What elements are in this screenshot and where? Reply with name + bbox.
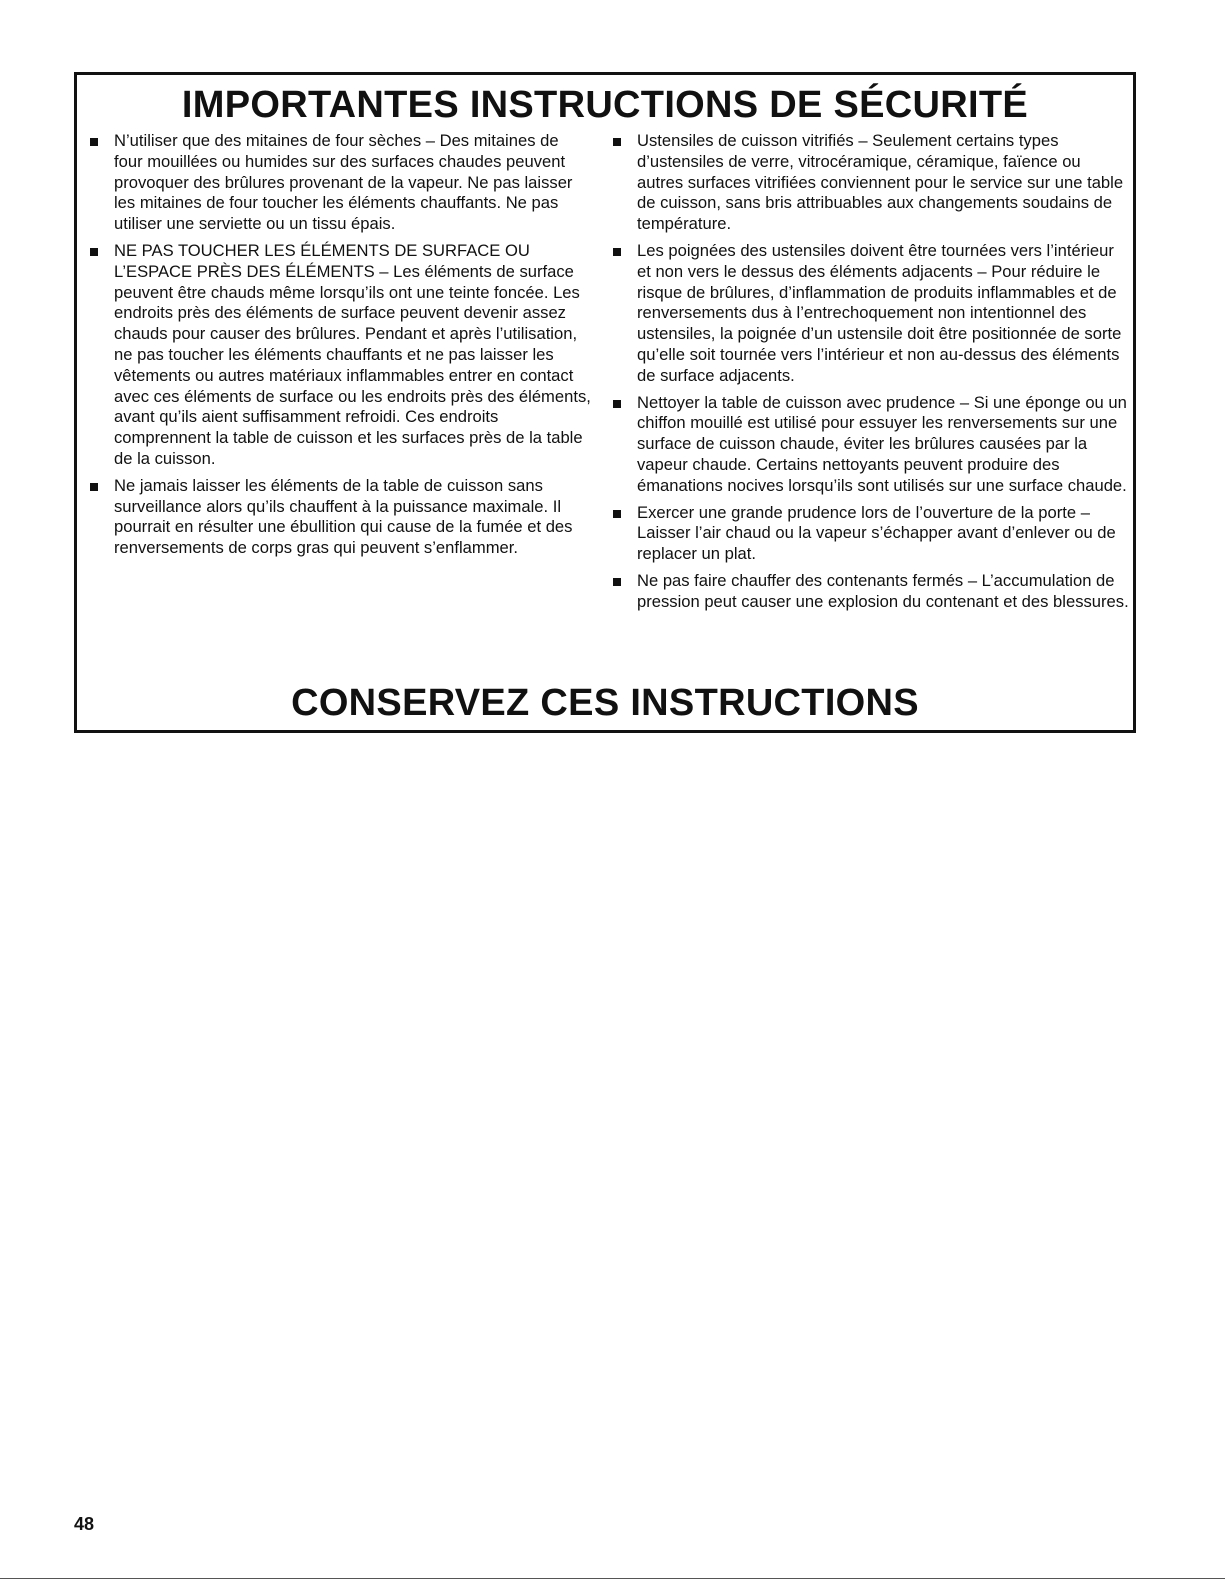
left-column [89, 131, 591, 565]
square-bullet-icon [613, 578, 621, 586]
safety-instructions-box [74, 72, 1136, 733]
list-item [89, 476, 591, 559]
page-bottom-rule [0, 1578, 1225, 1579]
list-item [612, 393, 1130, 497]
square-bullet-icon [613, 138, 621, 146]
square-bullet-icon [90, 483, 98, 491]
section-footer: CONSERVEZ CES INSTRUCTIONS [291, 682, 919, 724]
list-item-text: Les poignées des ustensiles doivent être tournées vers l’intérieur et non vers le dessus des éléments adjacents – Pour réduire le risque de brûlures, d’inflammation de produits inflammables et de renversements dus à l’entrechoquement non intentionnel des ustensiles, la poignée d’un ustensile doit être positionnée de sorte qu’elle soit tournée vers l’intérieur et non au-dessus des éléments de surface adjacents. [637, 240, 1122, 385]
list-item-text: NE PAS TOUCHER LES ÉLÉMENTS DE SURFACE OU L’ESPACE PRÈS DES ÉLÉMENTS – Les éléments de surface peuvent être chauds même lorsqu’ils ont une teinte foncée. Les endroits près des éléments de surface peuvent devenir assez chauds pour causer des brûlures. Pendant et après l’utilisation, ne pas toucher les éléments chauffants et ne pas laisser les vêtements ou autres matériaux inflammables entrer en contact avec ces éléments de surface ou les endroits près des éléments, avant qu’ils aient suffisamment refroidi. Ces endroits comprennent la table de cuisson et les surfaces près de la table de la cuisson. [114, 240, 591, 468]
square-bullet-icon [613, 400, 621, 408]
square-bullet-icon [90, 138, 98, 146]
list-item [612, 571, 1130, 613]
list-item-text: Nettoyer la table de cuisson avec prudence – Si une éponge ou un chiffon mouillé est utilisé pour essuyer les renversements sur une surface de cuisson chaude, éviter les brûlures causées par la vapeur chaude. Certains nettoyants peuvent produire des émanations nocives lorsqu’ils sont utilisés sur une surface chaude. [637, 392, 1127, 495]
list-item [89, 131, 591, 235]
square-bullet-icon [613, 510, 621, 518]
list-item [612, 131, 1130, 235]
list-item [612, 241, 1130, 387]
section-title: IMPORTANTES INSTRUCTIONS DE SÉCURITÉ [181, 84, 1029, 126]
list-item-text: Ne jamais laisser les éléments de la table de cuisson sans surveillance alors qu’ils chauffent à la puissance maximale. Il pourrait en résulter une ébullition qui cause de la fumée et des renversements de corps gras qui peuvent s’enflammer. [114, 475, 573, 558]
list-item-text: Ne pas faire chauffer des contenants fermés – L’accumulation de pression peut causer une explosion du contenant et des blessures. [637, 570, 1129, 611]
list-item-text: N’utiliser que des mitaines de four sèches – Des mitaines de four mouillées ou humides sur des surfaces chaudes peuvent provoquer des brûlures provenant de la vapeur. Ne pas laisser les mitaines de four toucher les éléments chauffants. Ne pas utiliser une serviette ou un tissu épais. [114, 131, 573, 234]
list-item-text: Exercer une grande prudence lors de l’ouverture de la porte – Laisser l’air chaud ou la vapeur s’échapper avant d’enlever ou de replacer un plat. [637, 502, 1116, 564]
right-column [612, 131, 1130, 619]
list-item-text: Ustensiles de cuisson vitrifiés – Seulement certains types d’ustensiles de verre, vitrocéramique, céramique, faïence ou autres surfaces vitrifiées conviennent pour le service sur une table de cuisson, sans bris attribuables aux changements soudains de température. [637, 131, 1124, 234]
list-item [612, 503, 1130, 565]
square-bullet-icon [613, 248, 621, 256]
list-item [89, 241, 591, 470]
page-number: 48 [74, 1514, 95, 1534]
square-bullet-icon [90, 248, 98, 256]
